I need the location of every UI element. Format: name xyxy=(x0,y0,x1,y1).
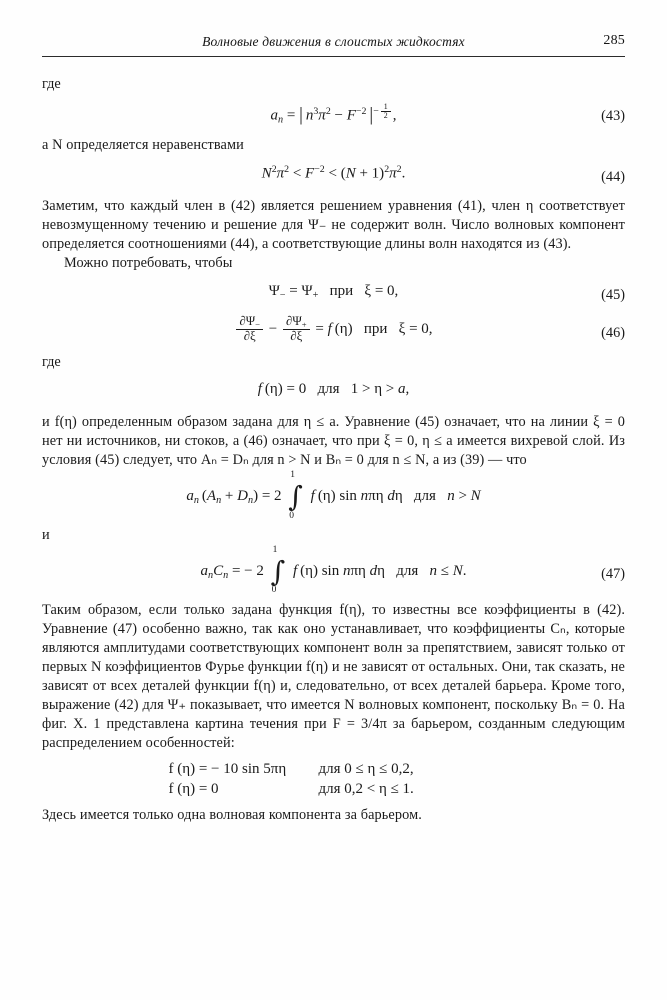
distribution-line-1-left: f (η) = − 10 sin 5πη xyxy=(168,760,287,777)
equation-45-row xyxy=(42,282,625,306)
equation-45-number: (45) xyxy=(601,286,625,303)
integral-symbol: 1 ∫ 0 xyxy=(288,470,303,521)
equation-45: Ψ− = Ψ+ при ξ = 0, xyxy=(268,282,399,301)
label-i: и xyxy=(42,527,50,544)
paragraph-1: Заметим, что каждый член в (42) является решением уравнения (41), член η соответствует невозмущенному течению и решение для Ψ₋ не содержит волн. Число волновых компонент определяется соотношениями (44), а соответствующие длины волн находятся из (43). xyxy=(42,197,625,252)
equation-46: $\frac{\partial\Psi-}{\partial\xi}$ − $\frac{\partial\Psi+}{\partial\xi}$ = f (η) при ξ = 0, xyxy=(234,315,432,344)
equation-43-number: (43) xyxy=(601,107,625,124)
paragraph-3: и f(η) определенным образом задана для η ≤ a. Уравнение (45) означает, что на линии ξ = 0 нет ни источников, ни стоков, а (46) означает, что при ξ = 0, η ≤ a имеется вихревой слой. Из условия (45) следует, что Aₙ = Dₙ для n > N и Bₙ = 0 для n ≤ N, а из (39) — что xyxy=(42,414,625,469)
distribution-line-1-right: для 0 ≤ η ≤ 0,2, xyxy=(318,760,414,777)
distribution-line-2 xyxy=(42,781,625,798)
equation-47-row xyxy=(42,544,625,596)
equation-47-number: (47) xyxy=(601,565,625,582)
integral-upper-limit-2: 1 xyxy=(272,544,278,555)
paragraph-a-N: а N определяется неравенствами xyxy=(42,136,244,153)
integral-lower-limit-2: 0 xyxy=(271,585,277,596)
running-title: Волновые движения в слоистых жидкостях xyxy=(202,34,465,49)
distribution-line-2-left: f (η) = 0 xyxy=(168,780,219,797)
equation-f-eta: f (η) = 0 для 1 > η > a, xyxy=(257,381,410,398)
label-gde-2: где xyxy=(42,353,61,370)
equation-44-number: (44) xyxy=(601,168,625,185)
page-number: 285 xyxy=(603,33,625,48)
equation-43: $a_n$ = | $n^3\pi^2 - F^{-2}$ $|^{- \frac{1}{2}}$ , xyxy=(270,101,397,126)
integral-symbol-2: 1 ∫ 0 xyxy=(270,544,286,596)
equation-43-row xyxy=(42,103,625,127)
label-gde-1: где xyxy=(42,76,61,92)
paragraph-2: Можно потребовать, чтобы xyxy=(64,254,233,271)
equation-46-row xyxy=(42,315,625,344)
equation-47: $a_nC_n$ = − 2 1 ∫ 0 f (η) sin nπη dη для n ≤ N. xyxy=(200,544,467,596)
equation-44: $N^2\pi^2 < F^{-2} < (N + 1)^2\pi^2$. xyxy=(261,163,406,182)
distribution-line-2-right: для 0,2 < η ≤ 1. xyxy=(318,780,414,797)
distribution-equations xyxy=(42,761,625,798)
page-content xyxy=(42,34,625,825)
equation-int1: $a_n$ $(A_n + D_n) = 2$ 1 ∫ 0 f (η) sin nπη dη для n > N xyxy=(186,470,481,521)
equation-46-number: (46) xyxy=(601,324,625,341)
running-header xyxy=(42,34,625,54)
paragraph-4: Таким образом, если только задана функция f(η), то известны все коэффициенты в (42). Уравнение (47) особенно важно, так как оно устанавливает, что коэффициенты Cₙ, которые являются амплитудами соответствующих компонент волн за препятствием, зависят только от первых N коэффициентов Фурье функции f(η) и не зависят от остальных. Они, так сказать, не зависят от всех деталей функции f(η) и, следовательно, от всех деталей барьера. Кроме того, выражение (42) для Ψ₊ показывает, что имеется N волновых компонент, поскольку Bₙ = 0. На фиг. X. 1 представлена картина течения при F = 3/4π за барьером, созданным следующим распределением особенностей: xyxy=(42,601,625,751)
equation-f-eta-row xyxy=(42,380,625,404)
distribution-line-1 xyxy=(42,761,625,778)
integral-lower-limit: 0 xyxy=(289,510,295,521)
equation-44-row xyxy=(42,164,625,188)
paragraph-5: Здесь имеется только одна волновая компонента за барьером. xyxy=(42,806,422,823)
header-rule xyxy=(42,56,625,57)
equation-int1-row xyxy=(42,470,625,521)
integral-upper-limit: 1 xyxy=(290,470,296,481)
